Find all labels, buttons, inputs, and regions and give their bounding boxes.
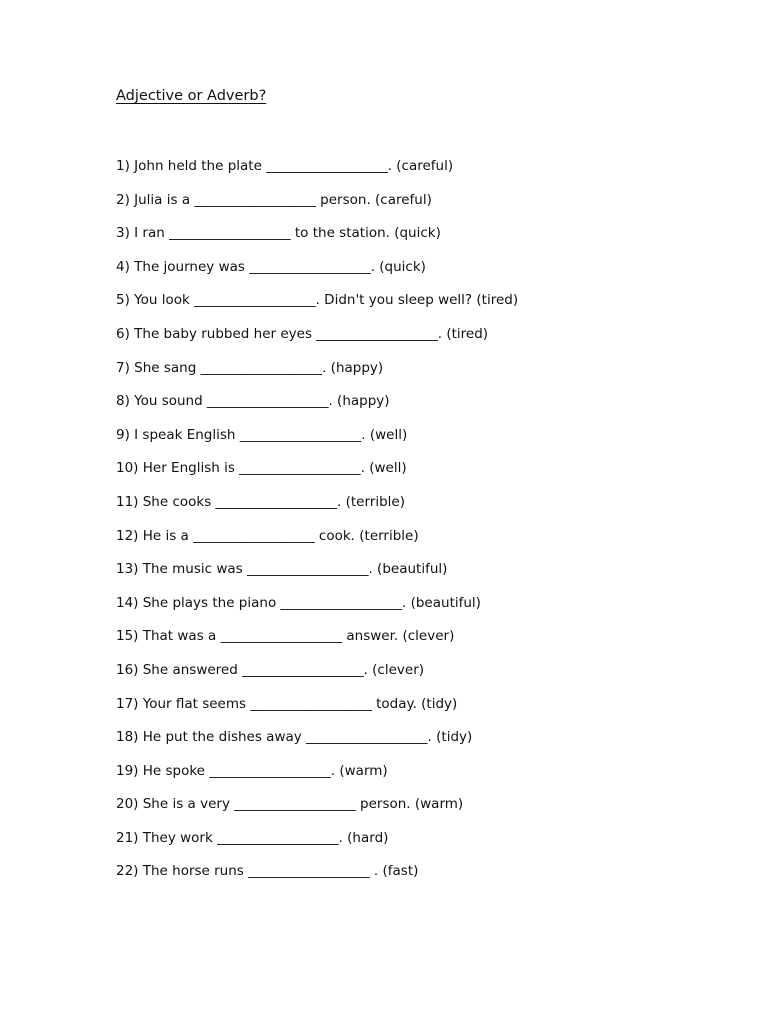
- exercise-item: 19) He spoke __________________. (warm): [116, 762, 388, 779]
- exercise-item: 15) That was a __________________ answer. (clever): [116, 628, 455, 645]
- exercise-item: 11) She cooks __________________. (terrible): [116, 493, 405, 510]
- exercise-item: 10) Her English is __________________. (well): [116, 460, 407, 477]
- exercise-item: 20) She is a very __________________ person. (warm): [116, 796, 464, 813]
- exercise-item: 5) You look __________________. Didn't you sleep well? (tired): [116, 292, 519, 309]
- exercise-item: 16) She answered __________________. (clever): [116, 661, 425, 678]
- exercise-item: 1) John held the plate __________________. (careful): [116, 158, 454, 174]
- exercise-list: [116, 156, 518, 895]
- exercise-item: 4) The journey was __________________. (quick): [116, 258, 426, 275]
- exercise-item: 3) I ran __________________ to the station. (quick): [116, 225, 441, 242]
- exercise-item: 2) Julia is a __________________ person. (careful): [116, 191, 432, 208]
- worksheet-title: Adjective or Adverb?: [116, 88, 267, 104]
- exercise-item: 18) He put the dishes away __________________. (tidy): [116, 729, 473, 746]
- exercise-item: 7) She sang __________________. (happy): [116, 359, 384, 376]
- exercise-item: 14) She plays the piano __________________. (beautiful): [116, 594, 481, 611]
- exercise-item: 6) The baby rubbed her eyes __________________. (tired): [116, 325, 489, 342]
- exercise-item: 9) I speak English __________________. (well): [116, 426, 408, 443]
- exercise-item: 22) The horse runs __________________ . (fast): [116, 863, 419, 880]
- exercise-item: 8) You sound __________________. (happy): [116, 393, 390, 410]
- exercise-item: 17) Your flat seems __________________ today. (tidy): [116, 695, 458, 712]
- exercise-item: 12) He is a __________________ cook. (terrible): [116, 527, 419, 544]
- exercise-item: 13) The music was __________________. (beautiful): [116, 561, 448, 578]
- exercise-item: 21) They work __________________. (hard): [116, 829, 389, 846]
